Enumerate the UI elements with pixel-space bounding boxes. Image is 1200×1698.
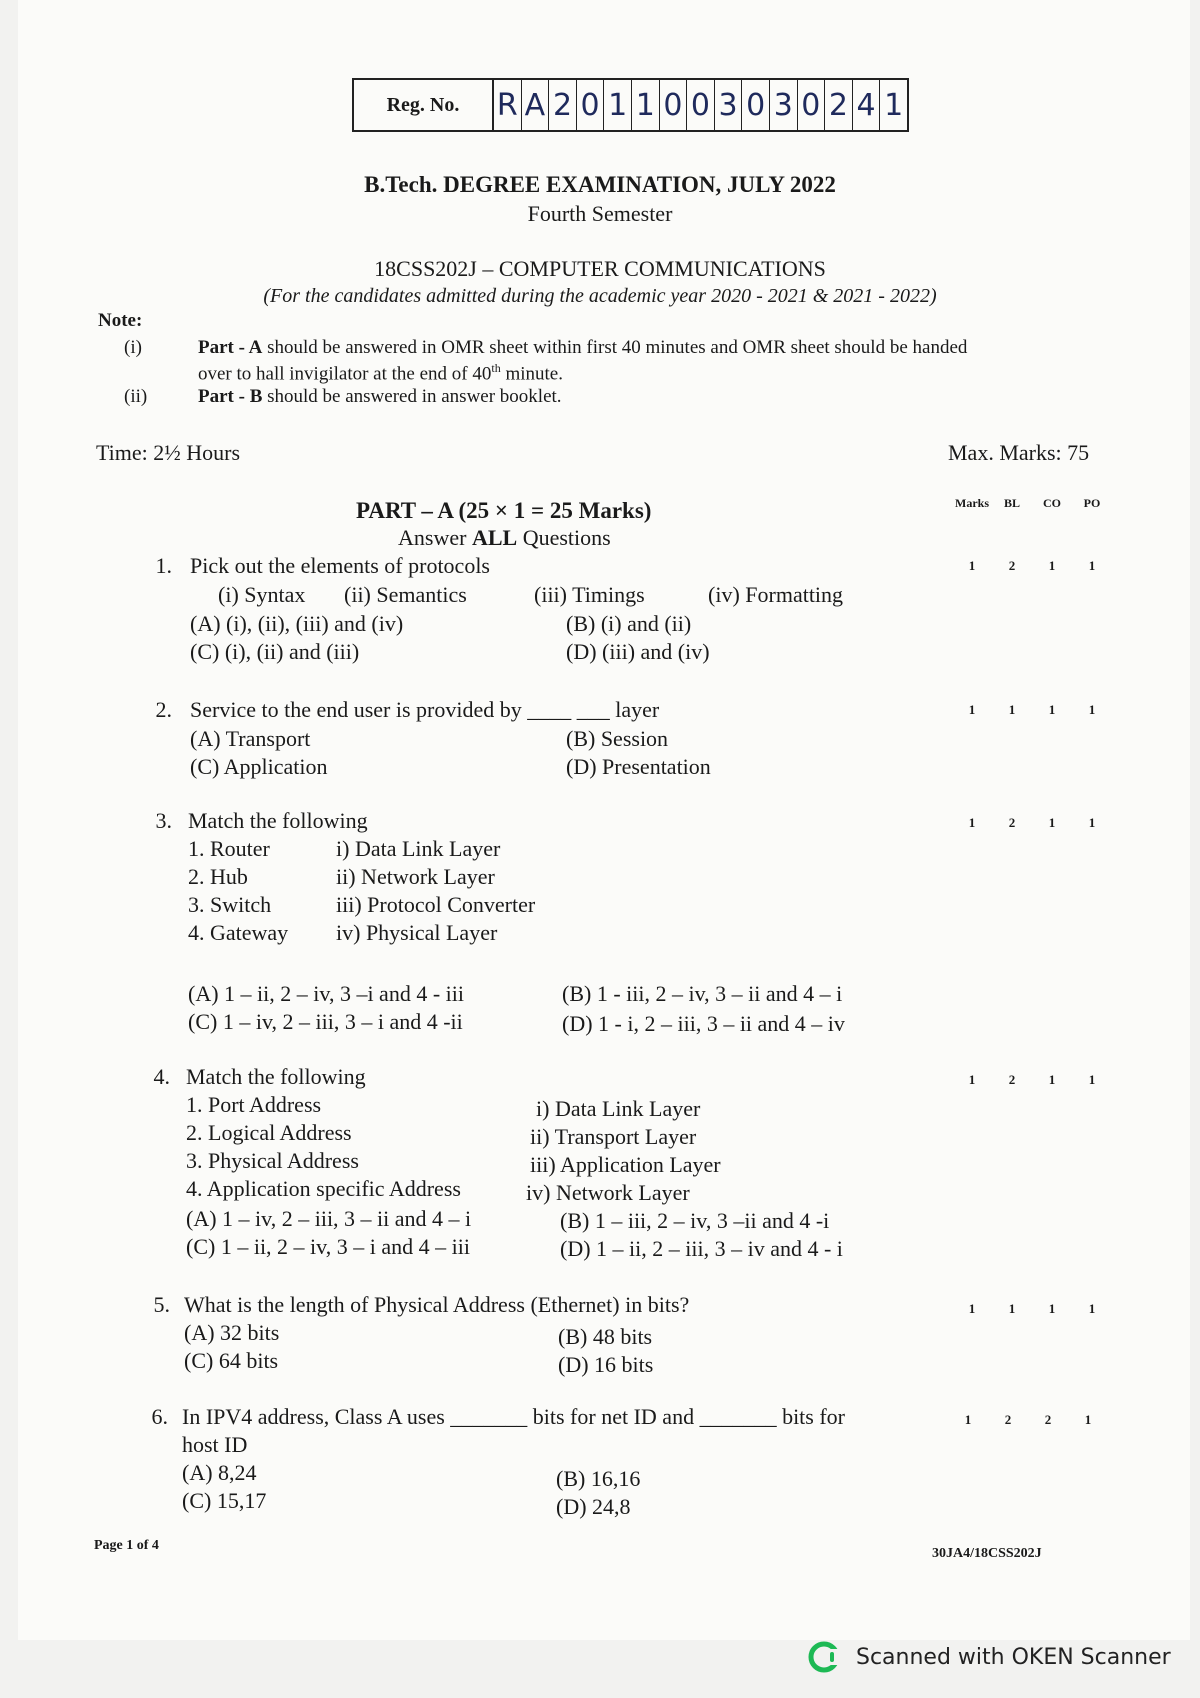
note-title: Note: bbox=[98, 310, 143, 331]
option-b: (B) 1 - iii, 2 – iv, 3 – ii and 4 – i bbox=[562, 981, 843, 1006]
column-header: CO bbox=[1043, 496, 1061, 510]
reg-digit: 3 bbox=[770, 80, 798, 130]
reg-digit: 2 bbox=[549, 80, 577, 130]
option-a: (A) 1 – iv, 2 – iii, 3 – ii and 4 – i bbox=[186, 1206, 472, 1231]
exam-title: B.Tech. DEGREE EXAMINATION, JULY 2022 bbox=[364, 172, 836, 197]
match-left: 4. Gateway bbox=[188, 920, 289, 945]
reg-digit: 0 bbox=[742, 80, 770, 130]
reg-digit: 0 bbox=[577, 80, 605, 130]
option-d: (D) 16 bits bbox=[558, 1352, 654, 1377]
question-meta: 1 2 1 1 bbox=[968, 1072, 1096, 1087]
match-left: 2. Hub bbox=[188, 864, 248, 889]
option-c: (C) Application bbox=[190, 754, 328, 779]
match-left: 2. Logical Address bbox=[186, 1120, 352, 1145]
reg-digit: R bbox=[494, 80, 522, 130]
option-b: (B) 1 – iii, 2 – iv, 3 –ii and 4 -i bbox=[560, 1208, 830, 1233]
admission-note: (For the candidates admitted during the academic year 2020 - 2021 & 2021 - 2022) bbox=[263, 285, 937, 307]
column-header: BL bbox=[1003, 496, 1020, 510]
reg-digit: 1 bbox=[604, 80, 632, 130]
option-d: (D) 24,8 bbox=[556, 1494, 631, 1519]
page-number: Page 1 of 4 bbox=[94, 1538, 159, 1553]
match-right: iii) Application Layer bbox=[530, 1152, 721, 1177]
semester: Fourth Semester bbox=[527, 201, 673, 226]
note-item-1-cont: over to hall invigilator at the end of 40th minute. bbox=[198, 361, 563, 385]
question-number: 3. bbox=[155, 808, 172, 833]
option-b: (B) 48 bits bbox=[558, 1324, 653, 1349]
match-right: i) Data Link Layer bbox=[536, 1096, 701, 1121]
part-a-title: PART – A (25 × 1 = 25 Marks) bbox=[356, 498, 652, 523]
option-b: (B) 16,16 bbox=[556, 1466, 641, 1491]
course-title: 18CSS202J – COMPUTER COMMUNICATIONS bbox=[374, 256, 826, 281]
max-marks: Max. Marks: 75 bbox=[948, 440, 1090, 465]
reg-digit: 3 bbox=[715, 80, 743, 130]
question-meta: 1 2 2 1 bbox=[964, 1412, 1092, 1427]
column-header: Marks bbox=[955, 496, 989, 510]
option-c: (C) 1 – ii, 2 – iv, 3 – i and 4 – iii bbox=[186, 1234, 470, 1259]
option-a: (A) Transport bbox=[190, 726, 311, 751]
question-subitem: (ii) Semantics bbox=[344, 582, 467, 607]
question-text: Match the following bbox=[188, 808, 368, 833]
reg-digit: 0 bbox=[798, 80, 826, 130]
question-text: Match the following bbox=[186, 1064, 366, 1089]
note-item-1: Part - A should be answered in OMR sheet within first 40 minutes and OMR sheet should be handed bbox=[198, 337, 968, 358]
question-text: What is the length of Physical Address (Ethernet) in bits? bbox=[184, 1292, 690, 1317]
question-subitem: (iii) Timings bbox=[534, 582, 645, 607]
option-d: (D) 1 – ii, 2 – iii, 3 – iv and 4 - i bbox=[560, 1236, 843, 1261]
match-right: ii) Transport Layer bbox=[530, 1124, 697, 1149]
question-number: 1. bbox=[155, 553, 172, 578]
option-c: (C) 64 bits bbox=[184, 1348, 279, 1373]
part-a-instruction: Answer ALL Questions bbox=[398, 525, 611, 550]
reg-digit: 1 bbox=[632, 80, 660, 130]
reg-number-box bbox=[352, 78, 909, 132]
question-subitem: (iv) Formatting bbox=[708, 582, 844, 607]
match-left: 3. Switch bbox=[188, 892, 272, 917]
question-number: 6. bbox=[151, 1404, 168, 1429]
question-number: 2. bbox=[155, 697, 172, 722]
option-c: (C) (i), (ii) and (iii) bbox=[190, 639, 360, 664]
exam-time: Time: 2½ Hours bbox=[96, 440, 241, 465]
option-b: (B) Session bbox=[566, 726, 669, 751]
question-meta: 1 2 1 1 bbox=[968, 815, 1096, 830]
note-num: (i) bbox=[124, 337, 142, 358]
reg-digit: A bbox=[522, 80, 550, 130]
option-d: (D) (iii) and (iv) bbox=[566, 639, 710, 664]
column-headers bbox=[952, 496, 1112, 511]
reg-digit: 2 bbox=[825, 80, 853, 130]
reg-digit: 1 bbox=[884, 87, 904, 123]
option-a: (A) 8,24 bbox=[182, 1460, 257, 1485]
paper-code: 30JA4/18CSS202J bbox=[932, 1546, 1042, 1561]
option-d: (D) Presentation bbox=[566, 754, 711, 779]
oken-scanner-icon bbox=[808, 1640, 842, 1674]
match-right: ii) Network Layer bbox=[336, 864, 495, 889]
match-left: 1. Port Address bbox=[186, 1092, 322, 1117]
match-left: 3. Physical Address bbox=[186, 1148, 359, 1173]
match-right: iii) Protocol Converter bbox=[336, 892, 536, 917]
note-item-2: Part - B should be answered in answer booklet. bbox=[198, 386, 562, 407]
match-left: 4. Application specific Address bbox=[186, 1176, 461, 1201]
option-a: (A) (i), (ii), (iii) and (iv) bbox=[190, 611, 404, 636]
reg-digit: 4 bbox=[853, 80, 881, 130]
reg-digit: 0 bbox=[660, 80, 688, 130]
question-text: Pick out the elements of protocols bbox=[190, 553, 490, 578]
option-d: (D) 1 - i, 2 – iii, 3 – ii and 4 – iv bbox=[562, 1011, 845, 1036]
option-a: (A) 32 bits bbox=[184, 1320, 280, 1345]
question-text-cont: host ID bbox=[182, 1432, 248, 1457]
reg-label: Reg. No. bbox=[354, 80, 494, 130]
question-number: 5. bbox=[153, 1292, 170, 1317]
scanner-watermark bbox=[808, 1640, 1171, 1674]
option-c: (C) 15,17 bbox=[182, 1488, 267, 1513]
match-right: iv) Physical Layer bbox=[336, 920, 498, 945]
question-subitem: (i) Syntax bbox=[218, 582, 306, 607]
match-right: iv) Network Layer bbox=[526, 1180, 690, 1205]
column-header: PO bbox=[1083, 496, 1101, 510]
option-b: (B) (i) and (ii) bbox=[566, 611, 692, 636]
question-meta: 1 1 1 1 bbox=[968, 1301, 1096, 1316]
note-num: (ii) bbox=[124, 386, 148, 407]
match-right: i) Data Link Layer bbox=[336, 836, 501, 861]
question-number: 4. bbox=[153, 1064, 170, 1089]
match-left: 1. Router bbox=[188, 836, 270, 861]
option-c: (C) 1 – iv, 2 – iii, 3 – i and 4 -ii bbox=[188, 1009, 463, 1034]
option-a: (A) 1 – ii, 2 – iv, 3 –i and 4 - iii bbox=[188, 981, 464, 1006]
reg-digit: 0 bbox=[687, 80, 715, 130]
question-meta: 1 2 1 1 bbox=[968, 558, 1096, 573]
question-meta: 1 1 1 1 bbox=[968, 702, 1096, 717]
question-text: Service to the end user is provided by ____ ___ layer bbox=[190, 697, 660, 722]
question-text: In IPV4 address, Class A uses _______ bits for net ID and _______ bits for bbox=[182, 1404, 846, 1429]
scanner-label: Scanned with OKEN Scanner bbox=[856, 1644, 1171, 1670]
